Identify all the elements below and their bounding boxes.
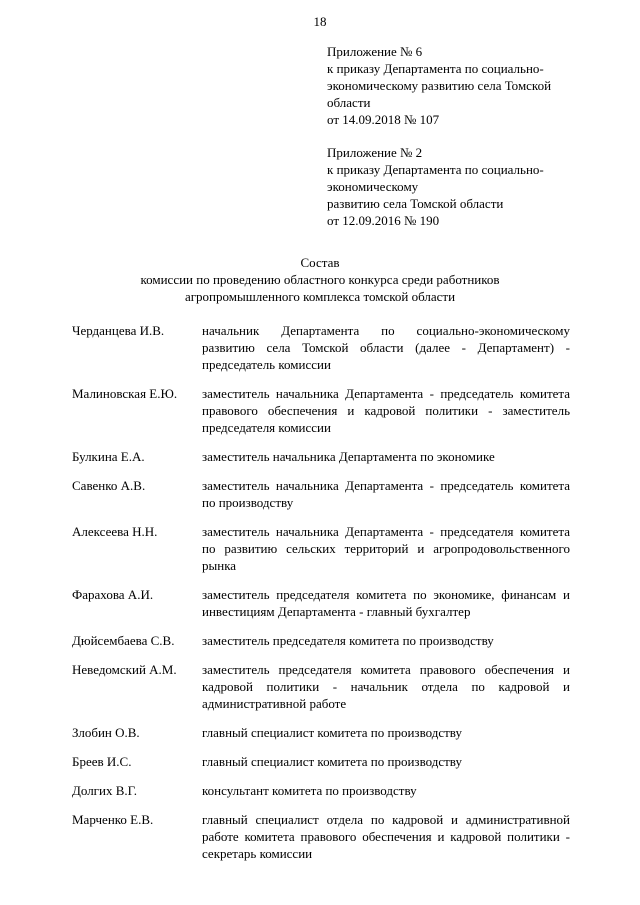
member-row <box>72 586 570 620</box>
member-row <box>72 523 570 574</box>
member-role: заместитель начальника Департамента по экономике <box>202 449 495 464</box>
member-role: заместитель председателя комитета по экономике, финансам и инвестициям Департамента - главный бухгалтер <box>202 587 570 619</box>
member-row <box>72 753 570 770</box>
page-number: 18 <box>313 14 327 29</box>
member-name: Фарахова А.И. <box>72 587 154 602</box>
member-role: заместитель начальника Департамента - председатель комитета правового обеспечения и кадровой политики - заместитель председателя комиссии <box>202 386 570 435</box>
member-role: заместитель председателя комитета по производству <box>202 633 494 648</box>
member-name: Бреев И.С. <box>72 754 132 769</box>
title-line: комиссии по проведению областного конкурса среди работников <box>140 272 500 287</box>
member-row <box>72 724 570 741</box>
member-name: Дюйсембаева С.В. <box>72 633 175 648</box>
member-row <box>72 385 570 436</box>
appendix-2-line: от 12.09.2016 № 190 <box>327 213 440 228</box>
member-name: Булкина Е.А. <box>72 449 145 464</box>
member-role: главный специалист отдела по кадровой и административной работе комитета правового обеспечения и кадровой политики - секретарь комиссии <box>202 812 570 861</box>
member-name: Долгих В.Г. <box>72 783 137 798</box>
member-role: заместитель председателя комитета правового обеспечения и кадровой политики - начальник отдела по кадровой и административной работе <box>202 662 570 711</box>
member-row <box>72 632 570 649</box>
appendix-2-line: Приложение № 2 <box>327 145 423 160</box>
member-row <box>72 448 570 465</box>
appendix-2-line: экономическому <box>327 179 419 194</box>
member-name: Алексеева Н.Н. <box>72 524 158 539</box>
member-role: главный специалист комитета по производству <box>202 725 462 740</box>
member-name: Злобин О.В. <box>72 725 140 740</box>
member-name: Савенко А.В. <box>72 478 146 493</box>
document-title <box>0 254 640 305</box>
member-row <box>72 477 570 511</box>
member-row <box>72 322 570 373</box>
appendix-6-line: от 14.09.2018 № 107 <box>327 112 440 127</box>
appendix-6-line: экономическому развитию села Томской <box>327 78 552 93</box>
member-role: заместитель начальника Департамента - председатель комитета по производству <box>202 478 570 510</box>
member-role: начальник Департамента по социально-экономическому развитию села Томской области (далее - Департамент) - председатель комиссии <box>202 323 570 372</box>
appendix-2-header <box>327 144 607 229</box>
appendix-6-line: Приложение № 6 <box>327 44 423 59</box>
member-name: Черданцева И.В. <box>72 323 165 338</box>
member-name: Марченко Е.В. <box>72 812 154 827</box>
member-role: главный специалист комитета по производству <box>202 754 462 769</box>
member-row <box>72 661 570 712</box>
commission-members-list <box>72 322 570 874</box>
member-role: заместитель начальника Департамента - председателя комитета по развитию сельских территорий и агропродовольственного рынка <box>202 524 570 573</box>
appendix-2-line: к приказу Департамента по социально- <box>327 162 544 177</box>
appendix-6-line: к приказу Департамента по социально- <box>327 61 544 76</box>
title-line: агропромышленного комплекса томской области <box>184 289 456 304</box>
appendix-2-line: развитию села Томской области <box>327 196 504 211</box>
member-row <box>72 782 570 799</box>
title-line: Состав <box>300 255 340 270</box>
appendix-6-line: области <box>327 95 371 110</box>
member-name: Неведомский А.М. <box>72 662 177 677</box>
member-role: консультант комитета по производству <box>202 783 417 798</box>
member-name: Малиновская Е.Ю. <box>72 386 178 401</box>
appendix-6-header <box>327 43 607 128</box>
member-row <box>72 811 570 862</box>
